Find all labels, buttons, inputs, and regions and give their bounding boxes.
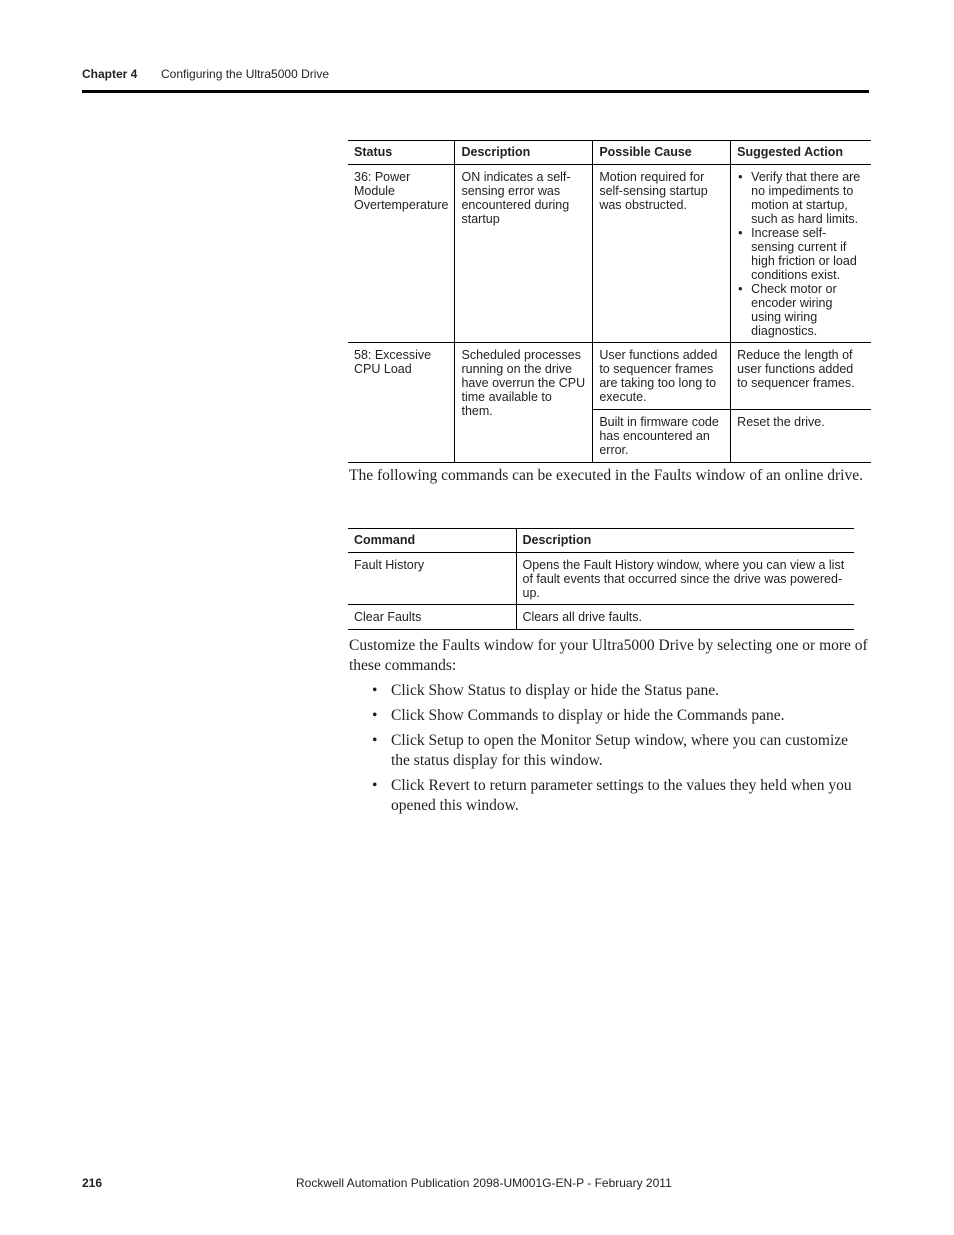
chapter-title: Configuring the Ultra5000 Drive — [161, 67, 330, 81]
list-item: • Click Show Commands to display or hide the Commands pane. — [370, 706, 870, 726]
description-cell: ON indicates a self-sensing error was encountered during startup — [455, 165, 593, 343]
column-header: Possible Cause — [593, 141, 731, 165]
table-row — [348, 343, 871, 410]
chapter-label: Chapter 4 — [82, 67, 138, 81]
column-header: Description — [516, 529, 854, 553]
list-item: • Check motor or encoder wiring using wiring diagnostics. — [737, 282, 865, 338]
status-cell: 58: Excessive CPU Load — [348, 343, 455, 463]
status-cell: 36: Power Module Overtemperature — [348, 165, 455, 343]
command-table — [348, 528, 854, 630]
action-cell: Reduce the length of user functions added to sequencer frames. — [731, 343, 871, 410]
action-cell — [731, 165, 871, 343]
list-item: • Click Setup to open the Monitor Setup window, where you can customize the status display for this window. — [370, 731, 870, 771]
description-cell: Opens the Fault History window, where you can view a list of fault events that occurred since the drive was powered-up. — [516, 553, 854, 605]
column-header: Status — [348, 141, 455, 165]
page-number: 216 — [82, 1176, 103, 1190]
table-row — [348, 165, 871, 343]
description-cell: Scheduled processes running on the drive have overrun the CPU time available to them. — [455, 343, 593, 463]
list-item: • Increase self-sensing current if high friction or load conditions exist. — [737, 226, 865, 282]
page-header — [82, 66, 869, 93]
cause-cell: Built in firmware code has encountered an error. — [593, 410, 731, 463]
cause-cell: User functions added to sequencer frames are taking too long to execute. — [593, 343, 731, 410]
action-cell: Reset the drive. — [731, 410, 871, 463]
publication-info: Rockwell Automation Publication 2098-UM001G-EN-P - February 2011 — [296, 1176, 672, 1190]
cause-cell: Motion required for self-sensing startup was obstructed. — [593, 165, 731, 343]
customize-bullet-list — [370, 681, 870, 821]
table-header-row — [348, 529, 854, 553]
table-header-row — [348, 141, 871, 165]
table-row — [348, 605, 854, 630]
description-cell: Clears all drive faults. — [516, 605, 854, 630]
customize-intro-paragraph: Customize the Faults window for your Ultra5000 Drive by selecting one or more of these commands: — [349, 637, 868, 674]
list-item: • Click Show Status to display or hide the Status pane. — [370, 681, 870, 701]
column-header: Command — [348, 529, 516, 553]
list-item: • Verify that there are no impediments to motion at startup, such as hard limits. — [737, 170, 865, 226]
table-row — [348, 553, 854, 605]
status-table — [348, 140, 871, 463]
list-item: • Click Revert to return parameter settings to the values they held when you opened this window. — [370, 776, 870, 816]
column-header: Description — [455, 141, 593, 165]
command-cell: Clear Faults — [348, 605, 516, 630]
action-list — [737, 170, 865, 338]
command-cell: Fault History — [348, 553, 516, 605]
column-header: Suggested Action — [731, 141, 871, 165]
commands-intro-paragraph: The following commands can be executed in the Faults window of an online drive. — [349, 467, 863, 484]
